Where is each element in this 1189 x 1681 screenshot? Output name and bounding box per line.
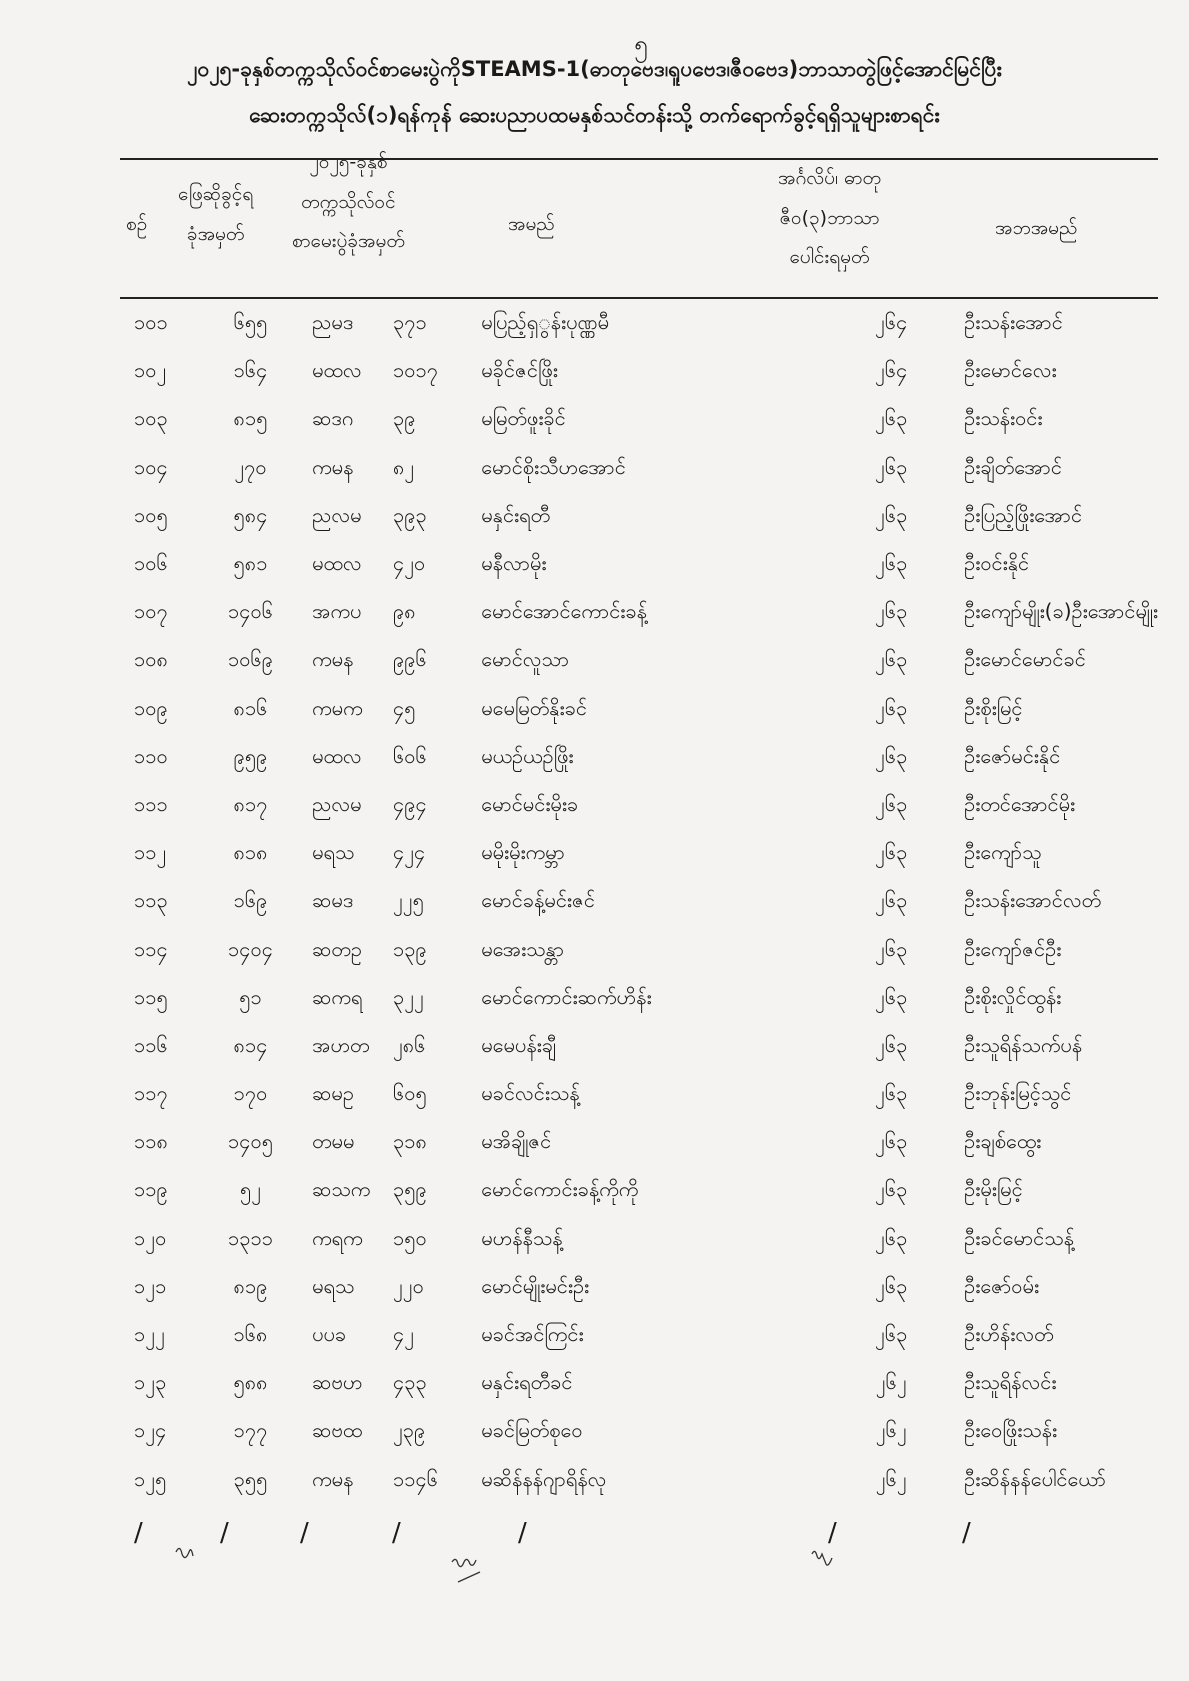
exam-prefix-cell: ဆဗဟ — [312, 1370, 363, 1395]
table-row — [118, 445, 1158, 493]
father-name-cell: ဦးသန်းဝင်း — [964, 406, 1043, 431]
pass-no-cell: ၁၃၁၁ — [228, 1225, 274, 1250]
pass-no-cell: ၈၁၇ — [233, 791, 268, 816]
father-name-cell: ဦးဇော်မင်းနိုင် — [964, 743, 1061, 768]
student-name-cell: မနှင်းရတီ — [481, 502, 551, 527]
serial-no-cell: ၁၁၄ — [134, 936, 168, 961]
header-father: အဘအမည် — [995, 217, 1078, 239]
table-row — [118, 493, 1158, 541]
exam-prefix-cell: ဆသက — [312, 1177, 371, 1202]
exam-number-cell: ၈၂ — [392, 454, 415, 479]
table-row — [118, 1023, 1158, 1071]
pass-no-cell: ၈၁၈ — [233, 840, 268, 865]
student-name-cell: မခိုင်ဇင်ဖြိုး — [481, 358, 558, 383]
pass-no-cell: ၁၇၇ — [233, 1418, 268, 1443]
table-row — [118, 1360, 1158, 1408]
father-name-cell: ဦးချစ်ထွေး — [964, 1129, 1042, 1154]
pass-no-cell: ၅၂ — [239, 1177, 262, 1202]
slash-mark: / — [962, 1518, 971, 1548]
father-name-cell: ဦးဝေဖြိုးသန်း — [964, 1418, 1058, 1443]
pass-no-cell: ၈၁၉ — [233, 1273, 268, 1298]
exam-number-cell: ၃၉၃ — [392, 502, 427, 527]
exam-number-cell: ၁၀၁၇ — [392, 358, 438, 383]
exam-number-cell: ၁၁၄၆ — [392, 1466, 438, 1491]
total-score-cell: ၂၆၃ — [875, 647, 908, 672]
serial-no-cell: ၁၀၂ — [134, 358, 167, 383]
pass-no-cell: ၈၁၄ — [233, 1032, 268, 1057]
exam-prefix-cell: ဆတဥ — [312, 936, 362, 961]
table-row — [118, 1167, 1158, 1215]
pass-no-cell: ၁၆၉ — [233, 888, 268, 913]
total-score-cell: ၂၆၃ — [875, 1177, 908, 1202]
exam-number-cell: ၃၁၈ — [392, 1129, 427, 1154]
serial-no-cell: ၁၂၄ — [134, 1418, 167, 1443]
serial-no-cell: ၁၁၂ — [134, 840, 167, 865]
student-name-cell: မအေးသန္တာ — [481, 936, 565, 961]
exam-prefix-cell: မရသ — [312, 1273, 355, 1298]
slash-mark: / — [134, 1518, 143, 1548]
table-row — [118, 878, 1158, 926]
student-name-cell: မခင်မြတ်စုဝေ — [481, 1418, 583, 1443]
father-name-cell: ဦးသူရိန်သက်ပန် — [964, 1032, 1083, 1057]
exam-prefix-cell: အကပ — [312, 599, 362, 624]
exam-number-cell: ၄၃၃ — [392, 1370, 427, 1395]
header-score: အင်္ဂလိပ်၊ ဓာတု ဇီဝ(၃)ဘာသာ ပေါင်းရမှတ် — [778, 167, 881, 269]
exam-number-cell: ၄၂၄ — [392, 840, 426, 865]
exam-number-cell: ၉၉၆ — [392, 647, 427, 672]
table-row — [118, 926, 1158, 974]
exam-number-cell: ၃၉ — [392, 406, 416, 431]
pass-no-cell: ၅၈၈ — [233, 1370, 268, 1395]
table-row — [118, 589, 1158, 637]
serial-no-cell: ၁၀၃ — [134, 406, 168, 431]
exam-number-cell: ၆၀၆ — [392, 743, 427, 768]
father-name-cell: ဦးတင်အောင်မိုး — [964, 791, 1076, 816]
serial-no-cell: ၁၁၃ — [134, 888, 168, 913]
student-name-cell: မနှင်းရတီခင် — [481, 1370, 573, 1395]
exam-prefix-cell: ညမဒ — [312, 310, 354, 335]
exam-prefix-cell: မထလ — [312, 551, 362, 576]
exam-prefix-cell: ကရက — [312, 1225, 363, 1250]
pass-no-cell: ၁၆၄ — [233, 358, 268, 383]
total-score-cell: ၂၆၃ — [875, 502, 908, 527]
table-row — [118, 348, 1158, 396]
student-name-cell: မမိုးမိုးကမ္ဘာ — [481, 840, 565, 865]
total-score-cell: ၂၆၃ — [875, 1129, 908, 1154]
table-row — [118, 396, 1158, 444]
serial-no-cell: ၁၁၆ — [134, 1032, 168, 1057]
exam-prefix-cell: တမမ — [312, 1129, 355, 1154]
exam-prefix-cell: မထလ — [312, 358, 362, 383]
exam-prefix-cell: ကမက — [312, 695, 363, 720]
exam-prefix-cell: ပပခ — [312, 1322, 347, 1347]
pass-no-cell: ၁၄၀၄ — [228, 936, 274, 961]
exam-number-cell: ၂၃၉ — [392, 1418, 426, 1443]
pass-no-cell: ၈၁၆ — [233, 695, 268, 720]
table-row — [118, 300, 1158, 348]
page-number: ၅ — [634, 30, 648, 58]
top-rule — [120, 158, 1158, 160]
table-row — [118, 782, 1158, 830]
serial-no-cell: ၁၀၉ — [134, 695, 168, 720]
serial-no-cell: ၁၀၄ — [134, 454, 168, 479]
exam-number-cell: ၁၃၉ — [392, 936, 427, 961]
title-line-1: ၂၀၂၅-ခုနှစ်တက္ကသိုလ်ဝင်စာမေးပွဲကိုSTEAMS-1(ဓာတုဗေဒ၊ရူပဗေဒ၊ဇီဝဗေဒ)ဘာသာတွဲဖြင့်အောင်မြင်ပြီး — [187, 57, 1002, 81]
exam-number-cell: ၃၅၉ — [392, 1177, 427, 1202]
total-score-cell: ၂၆၃ — [875, 454, 908, 479]
serial-no-cell: ၁၀၆ — [134, 551, 168, 576]
pass-no-cell: ၂၇၀ — [234, 454, 267, 479]
serial-no-cell: ၁၀၁ — [134, 310, 168, 335]
table-row — [118, 1071, 1158, 1119]
total-score-cell: ၂၆၄ — [875, 310, 908, 335]
pass-no-cell: ၁၇၀ — [233, 1081, 268, 1106]
student-name-cell: မနီလာမိုး — [481, 551, 547, 576]
exam-prefix-cell: မထလ — [312, 743, 362, 768]
exam-prefix-cell: ဆကရ — [312, 984, 363, 1009]
table-row — [118, 1408, 1158, 1456]
pass-no-cell: ၉၅၉ — [233, 743, 268, 768]
table-row — [118, 686, 1158, 734]
pass-no-cell: ၆၅၅ — [233, 310, 268, 335]
total-score-cell: ၂၆၂ — [875, 1466, 907, 1491]
header-bottom-rule — [120, 297, 1158, 299]
pass-no-cell: ၁၀၆၉ — [228, 647, 274, 672]
total-score-cell: ၂၆၃ — [875, 888, 908, 913]
serial-no-cell: ၁၀၈ — [134, 647, 168, 672]
student-name-cell: မောင်ခန့်မင်းဇင် — [481, 888, 595, 913]
exam-number-cell: ၄၂၀ — [392, 551, 426, 576]
total-score-cell: ၂၆၃ — [875, 840, 908, 865]
exam-prefix-cell: ကမန — [312, 1466, 354, 1491]
student-name-cell: မအိချိုဇင် — [481, 1129, 552, 1154]
student-name-cell: မောင်မျိုးမင်းဦး — [481, 1273, 590, 1298]
pass-no-cell: ၅၈၁ — [233, 551, 268, 576]
total-score-cell: ၂၆၃ — [875, 1225, 908, 1250]
exam-prefix-cell: ကမန — [312, 647, 354, 672]
student-name-cell: မောင်အောင်ကောင်းခန့် — [481, 599, 647, 624]
student-name-cell: မမြတ်ဖူးခိုင် — [481, 406, 566, 431]
slash-mark: / — [392, 1518, 401, 1548]
father-name-cell: ဦးသန်းအောင်လတ် — [964, 888, 1102, 913]
title-line-2: ဆေးတက္ကသိုလ်(၁)ရန်ကုန် ဆေးပညာပထမနှစ်သင်တန်းသို့ တက်ရောက်ခွင့်ရရှိသူများစာရင်း — [249, 103, 940, 127]
total-score-cell: ၂၆၃ — [875, 791, 908, 816]
exam-number-cell: ၂၂၅ — [392, 888, 424, 913]
table-row — [118, 637, 1158, 685]
total-score-cell: ၂၆၂ — [875, 1370, 907, 1395]
total-score-cell: ၂၆၃ — [875, 743, 908, 768]
serial-no-cell: ၁၀၅ — [134, 502, 168, 527]
father-name-cell: ဦးကျော်သူ — [964, 840, 1042, 865]
serial-no-cell: ၁၂၀ — [134, 1225, 167, 1250]
father-name-cell: ဦးဝင်းနိုင် — [964, 551, 1030, 576]
exam-number-cell: ၃၇၁ — [392, 310, 427, 335]
exam-prefix-cell: အဟတ — [312, 1032, 370, 1057]
total-score-cell: ၂၆၃ — [875, 1032, 908, 1057]
student-name-cell: မောင်ကောင်းဆက်ဟိန်း — [481, 984, 652, 1009]
father-name-cell: ဦးသန်းအောင် — [964, 310, 1063, 335]
exam-number-cell: ၆၀၅ — [392, 1081, 427, 1106]
student-name-cell: မခင်လင်းသန့် — [481, 1081, 580, 1106]
exam-prefix-cell: ဆဗထ — [312, 1418, 363, 1443]
serial-no-cell: ၁၁၁ — [134, 791, 168, 816]
total-score-cell: ၂၆၃ — [875, 551, 908, 576]
total-score-cell: ၂၆၄ — [875, 358, 908, 383]
pass-no-cell: ၁၄၀၆ — [228, 599, 274, 624]
exam-number-cell: ၄၂ — [392, 1322, 415, 1347]
header-name: အမည် — [508, 213, 555, 235]
pass-no-cell: ၅၁ — [239, 984, 262, 1009]
father-name-cell: ဦးပြည့်ဖြိုးအောင် — [964, 502, 1083, 527]
exam-prefix-cell: ဆမဥ — [312, 1081, 354, 1106]
total-score-cell: ၂၆၃ — [875, 984, 908, 1009]
serial-no-cell: ၁၁၅ — [134, 984, 168, 1009]
total-score-cell: ၂၆၃ — [875, 406, 908, 431]
father-name-cell: ဦးဘုန်းမြင့်သွင် — [964, 1081, 1072, 1106]
exam-prefix-cell: ညလမ — [312, 502, 362, 527]
total-score-cell: ၂၆၃ — [875, 936, 908, 961]
slash-mark: / — [300, 1518, 309, 1548]
father-name-cell: ဦးဟိန်းလတ် — [964, 1322, 1054, 1347]
pass-no-cell: ၈၁၅ — [233, 406, 268, 431]
exam-number-cell: ၂၈၆ — [392, 1032, 426, 1057]
serial-no-cell: ၁၀၇ — [134, 599, 168, 624]
father-name-cell: ဦးဆိန်နန်ပေါင်ယော် — [964, 1466, 1107, 1491]
table-row — [118, 1264, 1158, 1312]
student-name-cell: မယဉ်ယဉ်ဖြိုး — [481, 743, 574, 768]
exam-number-cell: ၄၉၄ — [392, 791, 427, 816]
slash-mark: / — [518, 1518, 527, 1548]
student-name-cell: မခင်အင်ကြင်း — [481, 1322, 584, 1347]
serial-no-cell: ၁၂၂ — [134, 1322, 165, 1347]
pass-no-cell: ၁၄၀၅ — [228, 1129, 274, 1154]
serial-no-cell: ၁၂၅ — [134, 1466, 167, 1491]
handwritten-initials — [170, 1540, 850, 1610]
student-name-cell: မောင်ကောင်းခန့်ကိုကို — [481, 1177, 639, 1202]
father-name-cell: ဦးသူရိန်လင်း — [964, 1370, 1057, 1395]
pass-no-cell: ၅၈၄ — [233, 502, 268, 527]
table-row — [118, 1312, 1158, 1360]
table-row — [118, 830, 1158, 878]
exam-prefix-cell: ညလမ — [312, 791, 362, 816]
slash-mark: / — [828, 1518, 837, 1548]
exam-number-cell: ၉၈ — [392, 599, 416, 624]
father-name-cell: ဦးမိုးမြင့် — [964, 1177, 1023, 1202]
serial-no-cell: ၁၁၉ — [134, 1177, 168, 1202]
header-exam-no: ၂၀၂၅-ခုနှစ် တက္ကသိုလ်ဝင် စာမေးပွဲခုံအမှတ် — [292, 151, 405, 253]
table-row — [118, 1119, 1158, 1167]
slash-mark: / — [220, 1518, 229, 1548]
father-name-cell: ဦးစိုးလှိုင်ထွန်း — [964, 984, 1062, 1009]
father-name-cell: ဦးကျော်ဇင်ဦး — [964, 936, 1062, 961]
exam-number-cell: ၂၂၀ — [392, 1273, 424, 1298]
father-name-cell: ဦးမောင်မောင်ခင် — [964, 647, 1086, 672]
serial-no-cell: ၁၁၇ — [134, 1081, 168, 1106]
exam-prefix-cell: ဆဒဂ — [312, 406, 354, 431]
total-score-cell: ၂၆၃ — [875, 1081, 908, 1106]
total-score-cell: ၂၆၃ — [875, 599, 908, 624]
student-name-cell: မပြည့်ရှွန်းပုဏ္ဏမီ — [481, 310, 610, 335]
table-row — [118, 1216, 1158, 1264]
student-name-cell: မဆိန်နန်ဂျာရိန်လု — [481, 1466, 607, 1491]
header-pass-no: ဖြေဆိုခွင့်ရ ခုံအမှတ် — [178, 183, 254, 245]
student-name-cell: မောင်လူသာ — [481, 647, 570, 672]
father-name-cell: ဦးမောင်လေး — [964, 358, 1057, 383]
student-name-cell: မောင်မင်းမိုးခ — [481, 791, 579, 816]
serial-no-cell: ၁၂၃ — [134, 1370, 167, 1395]
student-name-cell: မဟန်နီသန့် — [481, 1225, 563, 1250]
results-table-body — [118, 300, 1158, 1505]
father-name-cell: ဦးဇော်ဝမ်း — [964, 1273, 1040, 1298]
total-score-cell: ၂၆၃ — [875, 695, 908, 720]
table-row — [118, 541, 1158, 589]
exam-number-cell: ၃၂၂ — [392, 984, 424, 1009]
exam-prefix-cell: မရသ — [312, 840, 355, 865]
exam-prefix-cell: ဆမဒ — [312, 888, 354, 913]
total-score-cell: ၂၆၃ — [875, 1273, 908, 1298]
pass-no-cell: ၃၅၅ — [233, 1466, 268, 1491]
table-row — [118, 975, 1158, 1023]
total-score-cell: ၂၆၃ — [875, 1322, 908, 1347]
results-table — [118, 300, 1158, 1505]
serial-no-cell: ၁၂၁ — [134, 1273, 167, 1298]
exam-number-cell: ၄၅ — [392, 695, 416, 720]
table-row — [118, 1457, 1158, 1505]
serial-no-cell: ၁၁၈ — [134, 1129, 168, 1154]
total-score-cell: ၂၆၂ — [875, 1418, 907, 1443]
header-no: စဉ် — [126, 213, 148, 235]
father-name-cell: ဦးစိုးမြင့် — [964, 695, 1023, 720]
father-name-cell: ဦးချိတ်အောင် — [964, 454, 1062, 479]
father-name-cell: ဦးကျော်မျိုး(ခ)ဦးအောင်မျိုး — [964, 599, 1158, 624]
father-name-cell: ဦးခင်မောင်သန့် — [964, 1225, 1074, 1250]
exam-number-cell: ၁၅၀ — [392, 1225, 427, 1250]
table-row — [118, 734, 1158, 782]
exam-prefix-cell: ကမန — [312, 454, 354, 479]
student-name-cell: မမေပန်းချီ — [481, 1032, 557, 1057]
pass-no-cell: ၁၆၈ — [233, 1322, 268, 1347]
serial-no-cell: ၁၁၀ — [134, 743, 168, 768]
student-name-cell: မောင်စိုးသီဟအောင် — [481, 454, 626, 479]
student-name-cell: မမေမြတ်နိုးခင် — [481, 695, 587, 720]
